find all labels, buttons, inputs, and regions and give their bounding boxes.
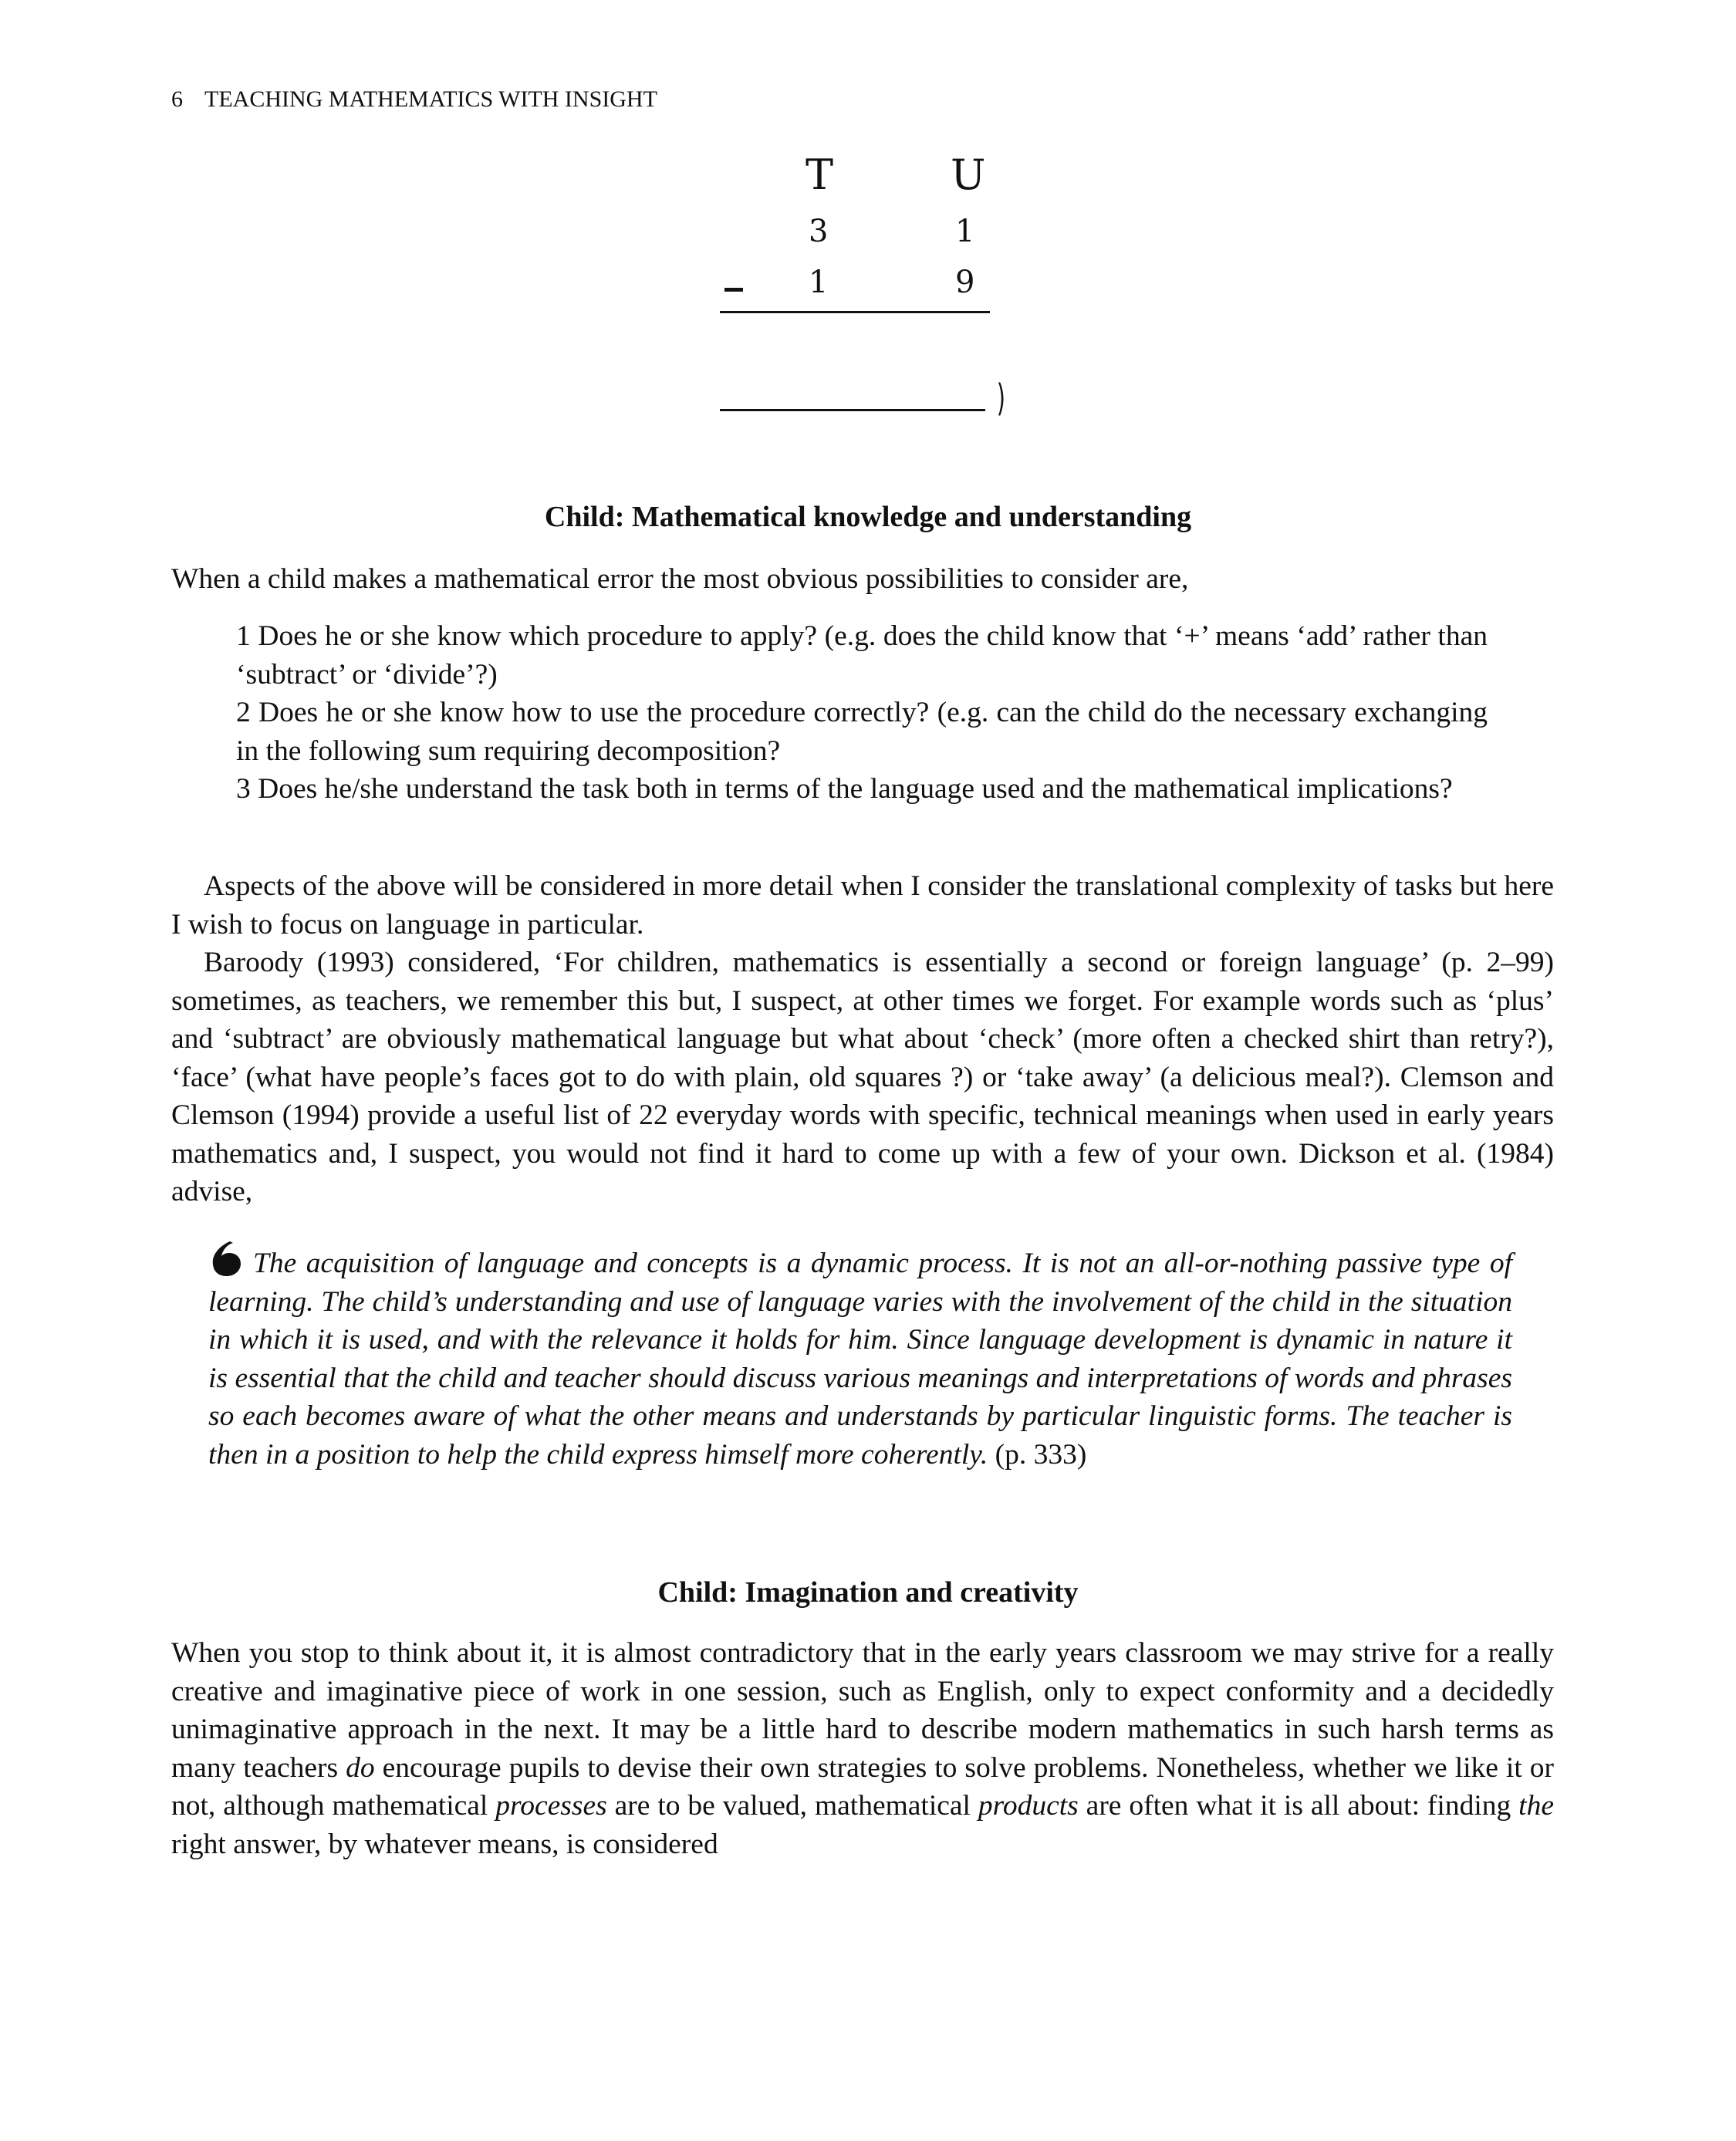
- minus-sign: [724, 288, 743, 292]
- text-run: are often what it is all about: finding: [1086, 1790, 1511, 1822]
- quote-text: The acquisition of language and concepts is a dynamic process. It is not an all-or-nothing passive type of learning. The child’s understanding and use of language varies with the involvement of the child in the situation in which it is used, and with the relevance it holds for him. Since language development is dynamic in nature it is essential that the child and teacher should discuss various meanings and interpretations of words and phrases so each becomes aware of what the other means and understands by particular linguistic forms. The teacher is then in a position to help the child express himself more coherently.: [208, 1248, 1512, 1471]
- closing-bracket: ): [996, 377, 1005, 420]
- quote-citation: (p. 333): [995, 1438, 1087, 1471]
- page-number: 6: [171, 86, 183, 112]
- emphasis: the: [1518, 1790, 1554, 1822]
- intro-paragraph: When a child makes a mathematical error the most obvious possibilities to consider are,: [171, 563, 1189, 595]
- top-tens-digit: 3: [809, 214, 829, 249]
- bottom-tens-digit: 1: [809, 265, 829, 300]
- emphasis: products: [978, 1790, 1079, 1822]
- section-heading-imagination: Child: Imagination and creativity: [657, 1576, 1079, 1609]
- sum-rule-top: [720, 311, 990, 313]
- running-header: [171, 86, 657, 113]
- block-quote: [208, 1240, 1512, 1474]
- text-run: right answer, by whatever means, is considered: [171, 1828, 718, 1860]
- running-title: TEACHING MATHEMATICS WITH INSIGHT: [204, 86, 657, 112]
- subtraction-figure: [710, 150, 1018, 428]
- possibilities-list: [236, 617, 1488, 809]
- paragraph-aspects: Aspects of the above will be considered in more detail when I consider the translational complexity of tasks but here I wish to focus on language in particular.: [171, 870, 1554, 940]
- answer-rule: [720, 409, 985, 411]
- paragraph-baroody: Baroody (1993) considered, ‘For children, mathematics is essentially a second or foreign language’ (p. 2–99) sometimes, as teachers, we remember this but, I suspect, at other times we forget. For example words such as ‘plus’ and ‘subtract’ are obviously mathematical language but what about ‘check’ (more often a checked shirt than retry?), ‘face’ (what have people’s faces got to do with plain, old squares ?) or ‘take away’ (a delicious meal?). Clemson and Clemson (1994) provide a useful list of 22 everyday words with specific, technical meanings when used in early years mathematics and, I suspect, you would not find it hard to come up with a few of your own. Dickson et al. (1984) advise,: [171, 947, 1554, 1207]
- top-units-digit: 1: [955, 214, 975, 249]
- text-run: are to be valued, mathematical: [614, 1790, 971, 1822]
- emphasis: do: [346, 1751, 375, 1784]
- units-column-label: U: [951, 150, 986, 199]
- text-run: encourage pupils to devise their own strategies to solve problems. Nonetheless, whether we like it or not, although mathematical: [171, 1751, 1554, 1822]
- list-item: 1 Does he or she know which procedure to apply? (e.g. does the child know that ‘+’ means ‘add’ rather than ‘subtract’ or ‘divide’?): [236, 620, 1488, 691]
- quote-mark-icon: [208, 1240, 248, 1277]
- paragraph-imagination: [171, 1634, 1554, 1863]
- bottom-units-digit: 9: [955, 265, 975, 300]
- list-item: 3 Does he/she understand the task both in terms of the language used and the mathematical implications?: [236, 773, 1453, 805]
- emphasis: processes: [495, 1790, 607, 1822]
- text-run: When you stop to think about it, it is almost contradictory that in the early years classroom we may strive for a really creative and imaginative piece of work in one session, such as English, only to expect conformity and a decidedly unimaginative approach in the next. It may be a little hard to describe modern mathematics in such harsh terms as many teachers: [171, 1637, 1554, 1784]
- section-heading-knowledge: Child: Mathematical knowledge and understanding: [544, 501, 1192, 533]
- tens-column-label: T: [806, 150, 834, 199]
- list-item: 2 Does he or she know how to use the procedure correctly? (e.g. can the child do the necessary exchanging in the following sum requiring decomposition?: [236, 697, 1488, 767]
